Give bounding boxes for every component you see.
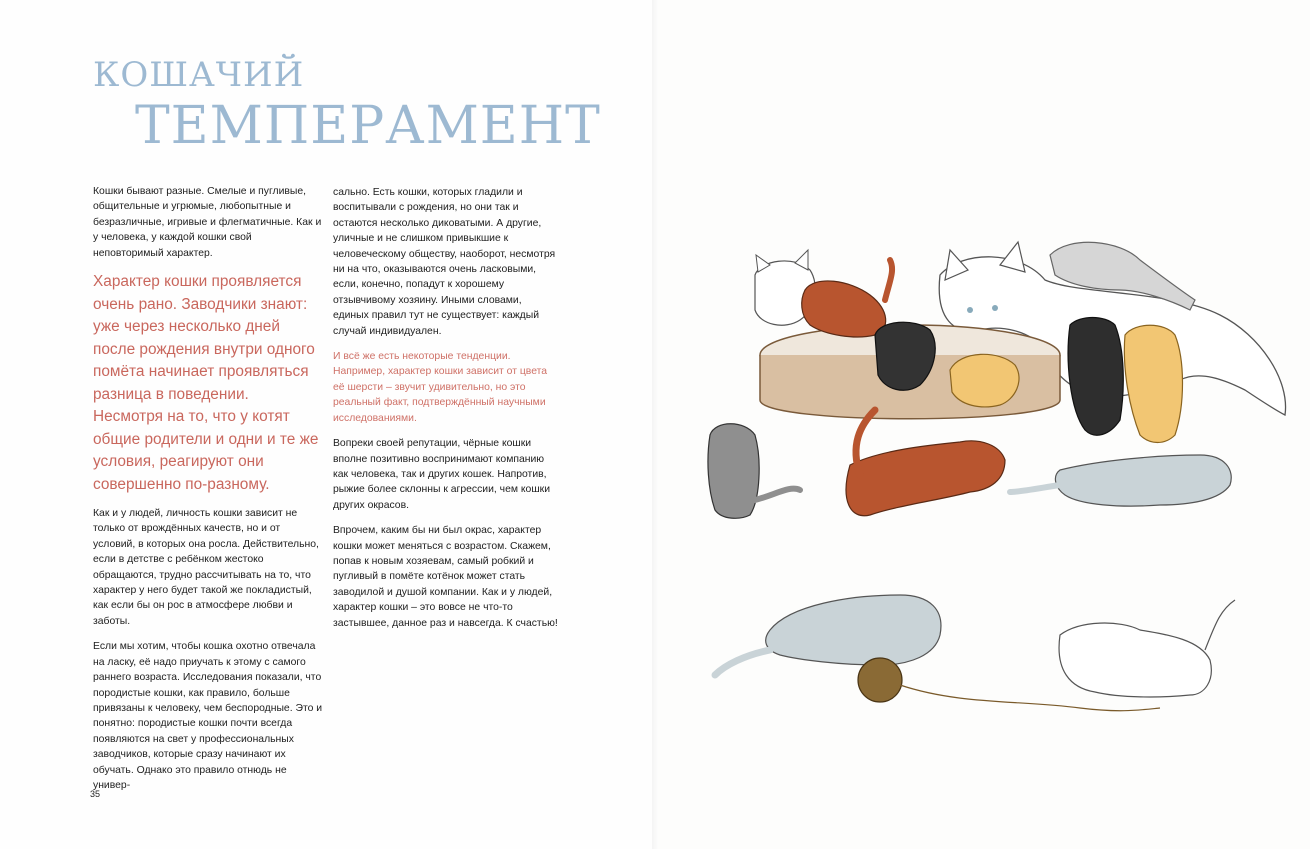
yellow-kitten-illustration	[950, 354, 1019, 407]
highlight-paragraph: И всё же есть некоторые тенденции. Например, характер кошки зависит от цвета её шерсти – звучит удивительно, но это реальный факт, подтверждённый научными исследованиями.	[333, 351, 548, 424]
white-cat-walking-illustration	[1059, 600, 1235, 697]
black-cat-standing-illustration	[1068, 318, 1123, 436]
page-number: 35	[90, 789, 101, 799]
text-column-2	[333, 185, 559, 641]
grey-cat-running-illustration	[1010, 455, 1231, 506]
cats-illustration	[700, 230, 1300, 730]
body-paragraph-6: Впрочем, каким бы ни был окрас, характер кошки может меняться с возрастом. Скажем, попав к новым хозяевам, самый робкий и пугливый в помёте котёнок может стать заводилой и душой компании. Как и у людей, характер кошки – это вовсе не что-то застывшее, данное раз и навсегда. К счастью!	[333, 525, 558, 629]
orange-cat-hissing-illustration	[846, 410, 1005, 516]
body-paragraph-4: сально. Есть кошки, которых гладили и воспитывали с рождения, но они так и остаются несколько диковатыми. А другие, уличные и не слишком привыкшие к человеческому обществу, наоборот, несмотря ни на что, оказываются очень ласковыми, если, конечно, попадут к хорошему отзывчивому хозяину. Иными словами, единых правил тут не существует: каждый случай индивидуален.	[333, 187, 556, 337]
intro-paragraph: Кошки бывают разные. Смелые и пугливые, общительные и угрюмые, любопытные и безразличные, игривые и флегматичные. Как и у человека, у каждой кошки свой неповторимый характер.	[93, 186, 322, 259]
text-column-1	[93, 184, 323, 803]
orange-kitten-illustration	[802, 260, 892, 337]
grey-cat-playing-illustration	[715, 595, 941, 675]
page-gutter	[652, 0, 658, 849]
lead-paragraph: Характер кошки проявляется очень рано. Заводчики знают: уже через несколько дней после рождения внутри одного помёта начинает проявляться разница в поведении. Несмотря на то, что у котят общие родители и одни и те же условия, реагируют они совершенно по-разному.	[93, 273, 319, 493]
body-paragraph-2: Как и у людей, личность кошки зависит не только от врождённых качеств, но и от условий, в которых она росла. Действительно, если в детстве с ребёнком жестоко обращаются, трудно рассчитывать на то, что характер у него будет такой же покладистый, как если бы он рос в атмосфере любви и заботы.	[93, 508, 319, 627]
title-line-2: ТЕМПЕРАМЕНТ	[135, 96, 601, 156]
body-paragraph-3: Если мы хотим, чтобы кошка охотно отвечала на ласку, её надо приучать к этому с самого раннего возраста. Исследования показали, что породистые кошки, как правило, больше привязаны к человеку, чем беспородные. Это и понятно: породистые кошки почти всегда появляются на свет у профессиональных заводчиков, которые сразу начинают их обучать. Однако это правило отнюдь не универ-	[93, 641, 323, 791]
yellow-cat-standing-illustration	[1124, 325, 1182, 442]
title-line-1: КОШАЧИЙ	[93, 55, 305, 95]
body-paragraph-5: Вопреки своей репутации, чёрные кошки вполне позитивно воспринимают компанию как человека, так и других кошек. Напротив, рыжие более склонны к агрессии, чем кошки других окрасов.	[333, 438, 551, 511]
grey-cat-sitting-illustration	[708, 424, 800, 519]
